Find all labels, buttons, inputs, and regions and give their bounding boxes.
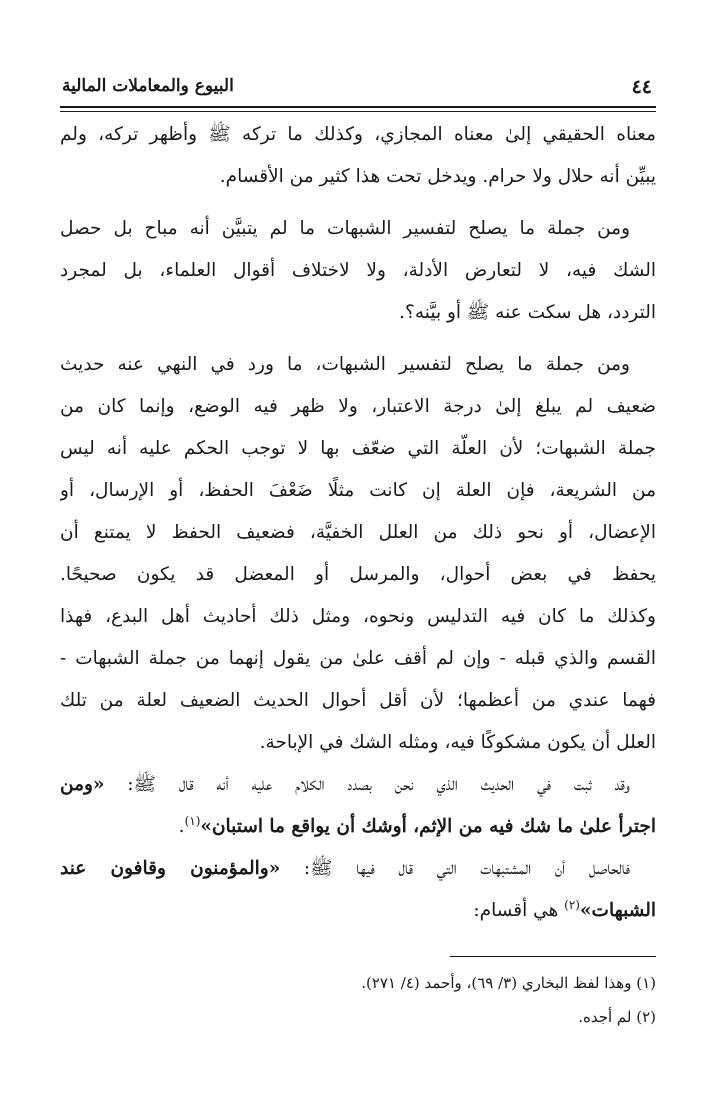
- header-rule-thick: [60, 106, 656, 108]
- footnote: (٢) لم أجده.: [578, 1008, 656, 1026]
- hadith-quote-start: «ومن: [60, 774, 105, 795]
- text-line: الشك فيه، لا لتعارض الأدلة، ولا لاختلاف أقوال العلماء، بل لمجرد: [60, 260, 656, 281]
- conclusion-line: [60, 848, 656, 890]
- text-line: التردد، هل سكت عنه ﷺ أو بيَّنه؟.: [399, 302, 656, 323]
- conclusion-quote: الشبهات»: [579, 900, 656, 921]
- conclusion-end: هي أقسام:: [473, 900, 565, 921]
- text-line: يبيِّن أنه حلال ولا حرام. ويدخل تحت هذا كثير من الأقسام.: [219, 166, 656, 187]
- footnotes: [60, 966, 656, 1034]
- hadith-end: .: [178, 816, 185, 837]
- footnote-separator: [450, 956, 656, 957]
- footnote-ref: (١): [184, 813, 201, 828]
- text-line: القسم والذي قبله - وإن لم أقف علىٰ من يقول إنهما من جملة الشبهات -: [60, 648, 656, 669]
- hadith-line: [60, 764, 656, 806]
- conclusion-intro: فالحاصل أن المشتبهات التي قال فيها ﷺ:: [280, 858, 631, 879]
- hadith-intro: وقد ثبت في الحديث الذي نحن بصدد الكلام عليه أنه قال ﷺ:: [104, 774, 630, 795]
- hadith-quote: اجترأ علىٰ ما شك فيه من الإثم، أوشك أن يواقع ما استبان»: [200, 816, 656, 837]
- text-line: ومن جملة ما يصلح لتفسير الشبهات ما لم يتبيَّن أنه مباح بل حصل: [60, 218, 630, 239]
- text-line: الإعضال، أو نحو ذلك من العلل الخفيَّة، فضعيف الحفظ لا يمتنع أن: [60, 522, 656, 543]
- header-rule-thin: [60, 111, 656, 112]
- text-line: العلل أن يكون مشكوكًا فيه، ومثله الشك في الإباحة.: [259, 732, 656, 753]
- text-line: من الشريعة، فإن العلة إن كانت مثلًا ضَعْفَ الحفظ، أو الإرسال، أو: [60, 480, 656, 501]
- text-line: يحفظ في بعض أحوال، والمرسل أو المعضل قد يكون صحيحًا.: [60, 564, 656, 585]
- text-line: معناه الحقيقي إلىٰ معناه المجازي، وكذلك ما تركه ﷺ وأظهر تركه، ولم: [60, 124, 656, 145]
- footnote: (١) وهذا لفظ البخاري (٣/ ٦٩)، وأحمد (٤/ ٢٧١).: [361, 974, 656, 992]
- text-line: جملة الشبهات؛ لأن العلّة التي ضعّف بها لا توجب الحكم عليه أنه ليس: [60, 438, 656, 459]
- text-line: ضعيف لم يبلغ إلىٰ درجة الاعتبار، ولا ظهر فيه الوضع، وإنما كان من: [60, 396, 656, 417]
- page-header: [60, 76, 656, 104]
- text-line: وكذلك ما كان فيه التدليس ونحوه، ومثل ذلك أحاديث أهل البدع، فهذا: [60, 606, 656, 627]
- book-page: [60, 0, 656, 1102]
- conclusion-quote-start: «والمؤمنون وقافون عند: [60, 858, 281, 879]
- running-title: البيوع والمعاملات المالية: [62, 76, 234, 96]
- page-number: ٤٤: [631, 76, 652, 98]
- conclusion-line: [60, 890, 656, 932]
- text-line: فهما عندي من أعظمها؛ لأن أقل أحوال الحديث الضعيف لعلة من تلك: [60, 690, 656, 711]
- text-line: ومن جملة ما يصلح لتفسير الشبهات، ما ورد في النهي عنه حديث: [60, 354, 630, 375]
- main-text: [60, 114, 656, 932]
- hadith-line: [60, 806, 656, 848]
- footnote-ref: (٢): [564, 897, 580, 912]
